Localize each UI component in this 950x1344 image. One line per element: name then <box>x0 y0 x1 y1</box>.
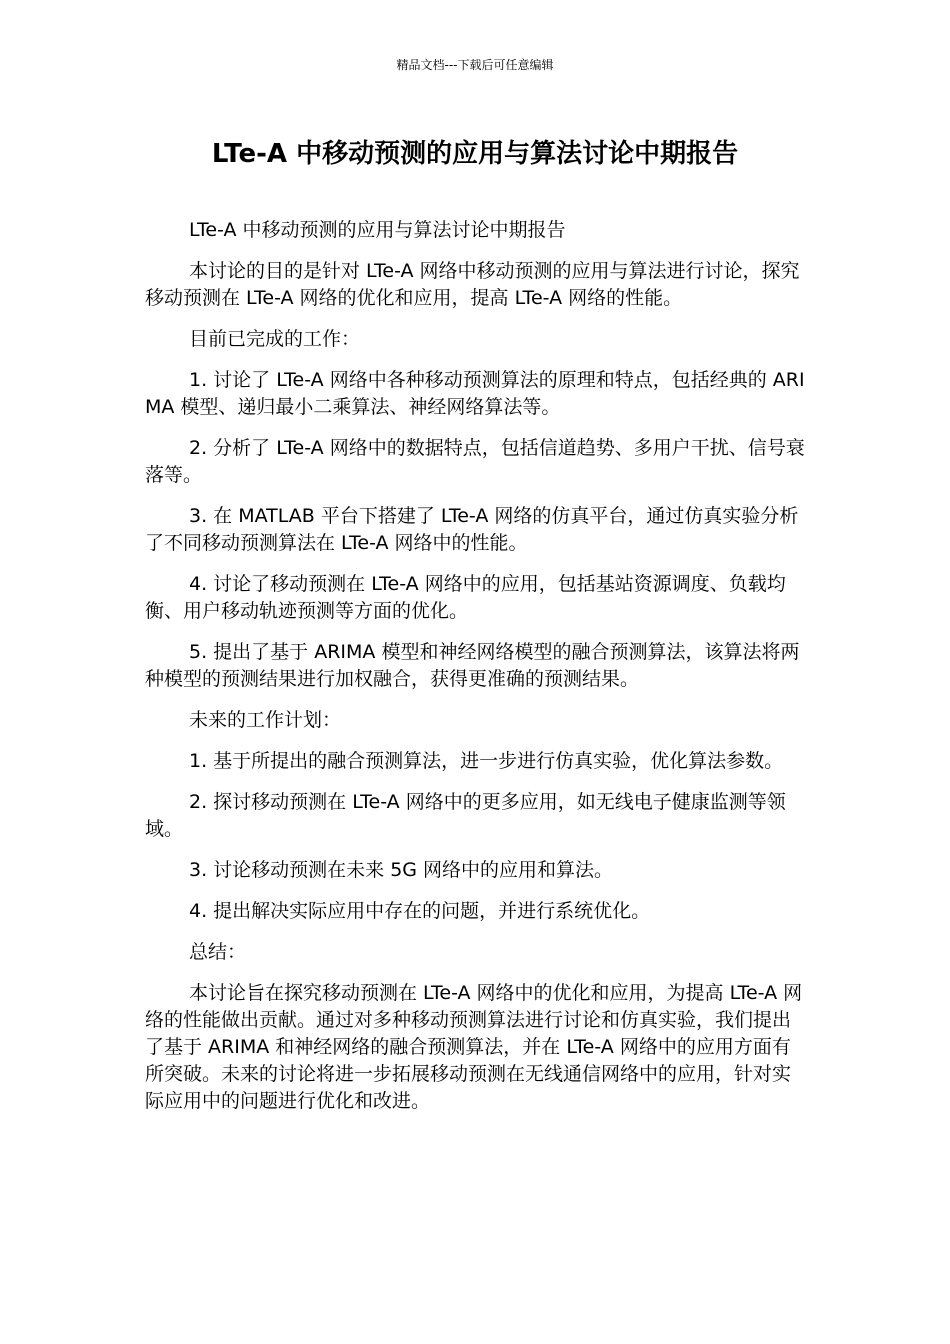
list-item-future-3: 3. 讨论移动预测在未来 5G 网络中的应用和算法。 <box>189 859 614 881</box>
document-body <box>145 217 805 1129</box>
list-item-future-4: 4. 提出解决实际应用中存在的问题，并进行系统优化。 <box>189 900 651 922</box>
list-item-future-2: 2. 探讨移动预测在 LTe-A 网络中的更多应用，如无线电子健康监测等领域。 <box>145 791 786 840</box>
paragraph-summary: 本讨论旨在探究移动预测在 LTe-A 网络中的优化和应用，为提高 LTe-A 网络的性能做出贡献。通过对多种移动预测算法进行讨论和仿真实验，我们提出了基于 ARIMA 和神经网络的融合预测算法，并在 LTe-A 网络中的应用方面有所突破。未来的讨论将进一步拓展移动预测在无线通信网络中的应用，针对实际应用中的问题进行优化和改进。 <box>145 982 803 1112</box>
list-item-completed-4: 4. 讨论了移动预测在 LTe-A 网络中的应用，包括基站资源调度、负载均衡、用户移动轨迹预测等方面的优化。 <box>145 573 786 622</box>
paragraph-purpose: 本讨论的目的是针对 LTe-A 网络中移动预测的应用与算法进行讨论，探究移动预测在 LTe-A 网络的优化和应用，提高 LTe-A 网络的性能。 <box>145 260 800 309</box>
list-item-future-1: 1. 基于所提出的融合预测算法，进一步进行仿真实验，优化算法参数。 <box>189 750 784 772</box>
list-item-completed-3: 3. 在 MATLAB 平台下搭建了 LTe-A 网络的仿真平台，通过仿真实验分析了不同移动预测算法在 LTe-A 网络中的性能。 <box>145 505 799 554</box>
list-item-completed-1: 1. 讨论了 LTe-A 网络中各种移动预测算法的原理和特点，包括经典的 ARIMA 模型、递归最小二乘算法、神经网络算法等。 <box>145 369 805 418</box>
paragraph-subtitle: LTe-A 中移动预测的应用与算法讨论中期报告 <box>189 219 566 241</box>
document-title: LTe-A 中移动预测的应用与算法讨论中期报告 <box>211 139 739 169</box>
section-heading-summary: 总结： <box>189 941 247 963</box>
section-heading-future: 未来的工作计划： <box>189 709 342 731</box>
list-item-completed-5: 5. 提出了基于 ARIMA 模型和神经网络模型的融合预测算法，该算法将两种模型的预测结果进行加权融合，获得更准确的预测结果。 <box>145 641 800 690</box>
page-header: 精品文档---下载后可任意编辑 <box>396 58 554 72</box>
section-heading-completed: 目前已完成的工作： <box>189 328 361 350</box>
list-item-completed-2: 2. 分析了 LTe-A 网络中的数据特点，包括信道趋势、多用户干扰、信号衰落等。 <box>145 437 805 486</box>
